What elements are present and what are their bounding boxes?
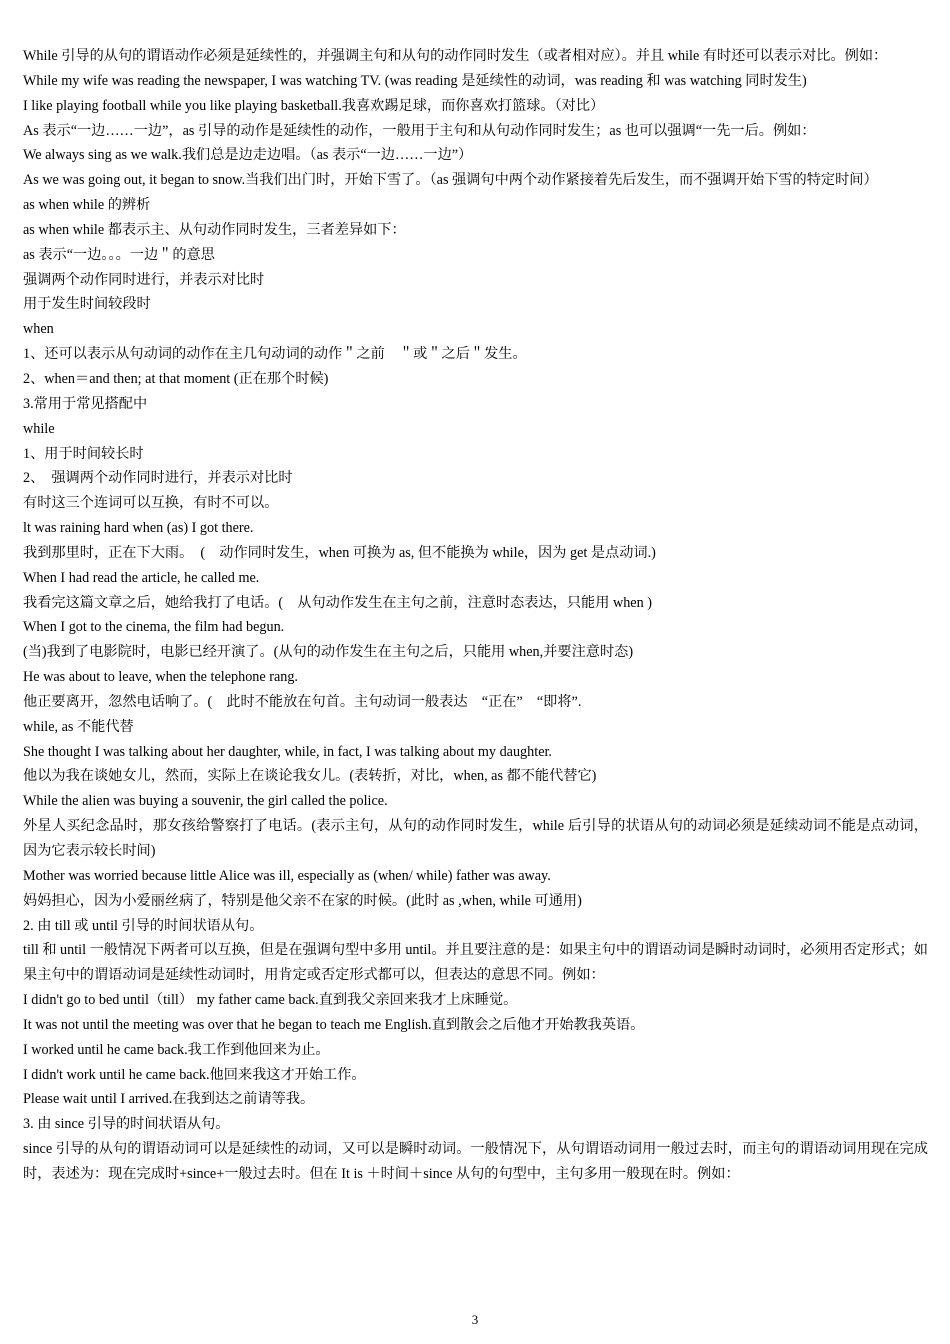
- list-item: 2、when＝and then; at that moment (正在那个时候): [23, 370, 329, 387]
- example-as-snow: As we was going out, it began to snow.当我们出门时，开始下雪了。（as 强调句中两个动作紧接着先后发生，而不强调开始下雪的特定时间）: [23, 172, 878, 189]
- section-heading-comparison: as when while 的辨析: [23, 197, 151, 214]
- paragraph-as-rule: As 表示“一边……一边”，as 引导的动作是延续性的动作，一般用于主句和从句动作同时发生；as 也可以强调“一先一后。例如：: [23, 122, 816, 139]
- paragraph-till-until-rule: till 和 until 一般情况下两者可以互换，但是在强调句型中多用 until。并且要注意的是：如果主句中的谓语动词是瞬时动词时，必须用否定形式；如果主句中的谓语动词是延续性动词时，用肯定或否定形式都可以，但表达的意思不同。例如：: [23, 942, 928, 984]
- subheading-when: when: [23, 321, 54, 338]
- example-sentence: It was not until the meeting was over that he began to teach me English.直到散会之后他才开始教我英语。: [23, 1016, 645, 1033]
- example-translation: 我看完这篇文章之后，她给我打了电话。( 从句动作发生在主句之前，注意时态表达，只能用 when ): [23, 594, 652, 611]
- example-translation: 妈妈担心，因为小爱丽丝病了，特别是他父亲不在家的时候。(此时 as ,when, while 可通用): [23, 892, 582, 909]
- example-translation: (当)我到了电影院时，电影已经开演了。(从句的动作发生在主句之后，只能用 when,并要注意时态): [23, 644, 634, 661]
- section-heading-since: 3. 由 since 引导的时间状语从句。: [23, 1116, 230, 1133]
- example-translation: 我到那里时，正在下大雨。 ( 动作同时发生，when 可换为 as, 但不能换为 while，因为 get 是点动词.): [23, 544, 656, 561]
- example-sentence: Please wait until I arrived.在我到达之前请等我。: [23, 1091, 315, 1108]
- example-sentence: lt was raining hard when (as) I got there.: [23, 520, 254, 537]
- paragraph-since-rule: since 引导的从句的谓语动词可以是延续性的动词，又可以是瞬时动词。一般情况下，从句谓语动词用一般过去时，而主句的谓语动词用现在完成时，表述为：现在完成时+since+一般过去时。但在 It is ＋时间＋since 从句的句型中，主句多用一般现在时。例如：: [23, 1141, 928, 1182]
- example-translation: 外星人买纪念品时，那女孩给警察打了电话。(表示主句，从句的动作同时发生，while 后引导的状语从句的动词必须是延续动词不能是点动词，因为它表示较长时间): [23, 818, 928, 859]
- example-sentence: When I got to the cinema, the film had begun.: [23, 619, 285, 636]
- example-sentence: I worked until he came back.我工作到他回来为止。: [23, 1041, 330, 1058]
- section-heading-till-until: 2. 由 till 或 until 引导的时间状语从句。: [23, 917, 264, 934]
- example-translation: 他以为我在谈她女儿，然而，实际上在谈论我女儿。(表转折，对比，when, as 都不能代替它): [23, 768, 597, 785]
- example-sentence: When I had read the article, he called me.: [23, 569, 260, 586]
- text-line: as when while 都表示主、从句动作同时发生，三者差异如下：: [23, 221, 406, 238]
- text-line: 有时这三个连词可以互换，有时不可以。: [23, 495, 279, 512]
- text-line: 强调两个动作同时进行，并表示对比时: [23, 271, 265, 288]
- list-item: 1、用于时间较长时: [23, 445, 144, 462]
- page-number: 3: [471, 1312, 479, 1327]
- example-sentence: Mother was worried because little Alice was ill, especially as (when/ while) father was away.: [23, 867, 551, 884]
- example-sentence: While the alien was buying a souvenir, the girl called the police.: [23, 793, 388, 810]
- text-line: 用于发生时间较段时: [23, 296, 151, 313]
- example-sentence: She thought I was talking about her daughter, while, in fact, I was talking about my daughter.: [23, 743, 552, 760]
- example-as-sing: We always sing as we walk.我们总是边走边唱。（as 表示“一边……一边”）: [23, 147, 473, 164]
- example-translation: 他正要离开，忽然电话响了。( 此时不能放在句首。主句动词一般表达 “正在” “即将”.: [23, 693, 582, 710]
- example-sentence: He was about to leave, when the telephone rang.: [23, 669, 298, 686]
- list-item: 3.常用于常见搭配中: [23, 395, 148, 412]
- paragraph-while-rule: While 引导的从句的谓语动作必须是延续性的，并强调主句和从句的动作同时发生（或者相对应）。并且 while 有时还可以表示对比。例如：: [23, 48, 888, 64]
- example-while-reading: While my wife was reading the newspaper, I was watching TV. (was reading 是延续性的动词，was reading 和 was watching 同时发生): [23, 72, 807, 89]
- subheading-while: while: [23, 420, 55, 437]
- document-body: [23, 44, 928, 1187]
- example-sentence: I didn't work until he came back.他回来我这才开始工作。: [23, 1066, 366, 1083]
- list-item: 2、 强调两个动作同时进行，并表示对比时: [23, 470, 293, 487]
- list-item: 1、还可以表示从句动词的动作在主几句动词的动作＂之前 ＂或＂之后＂发生。: [23, 346, 527, 363]
- example-while-football: I like playing football while you like playing basketball.我喜欢踢足球，而你喜欢打篮球。（对比）: [23, 97, 605, 114]
- text-line: while, as 不能代替: [23, 718, 134, 735]
- text-line: as 表示“一边。。。一边＂的意思: [23, 246, 215, 263]
- example-sentence: I didn't go to bed until（till） my father came back.直到我父亲回来我才上床睡觉。: [23, 992, 518, 1009]
